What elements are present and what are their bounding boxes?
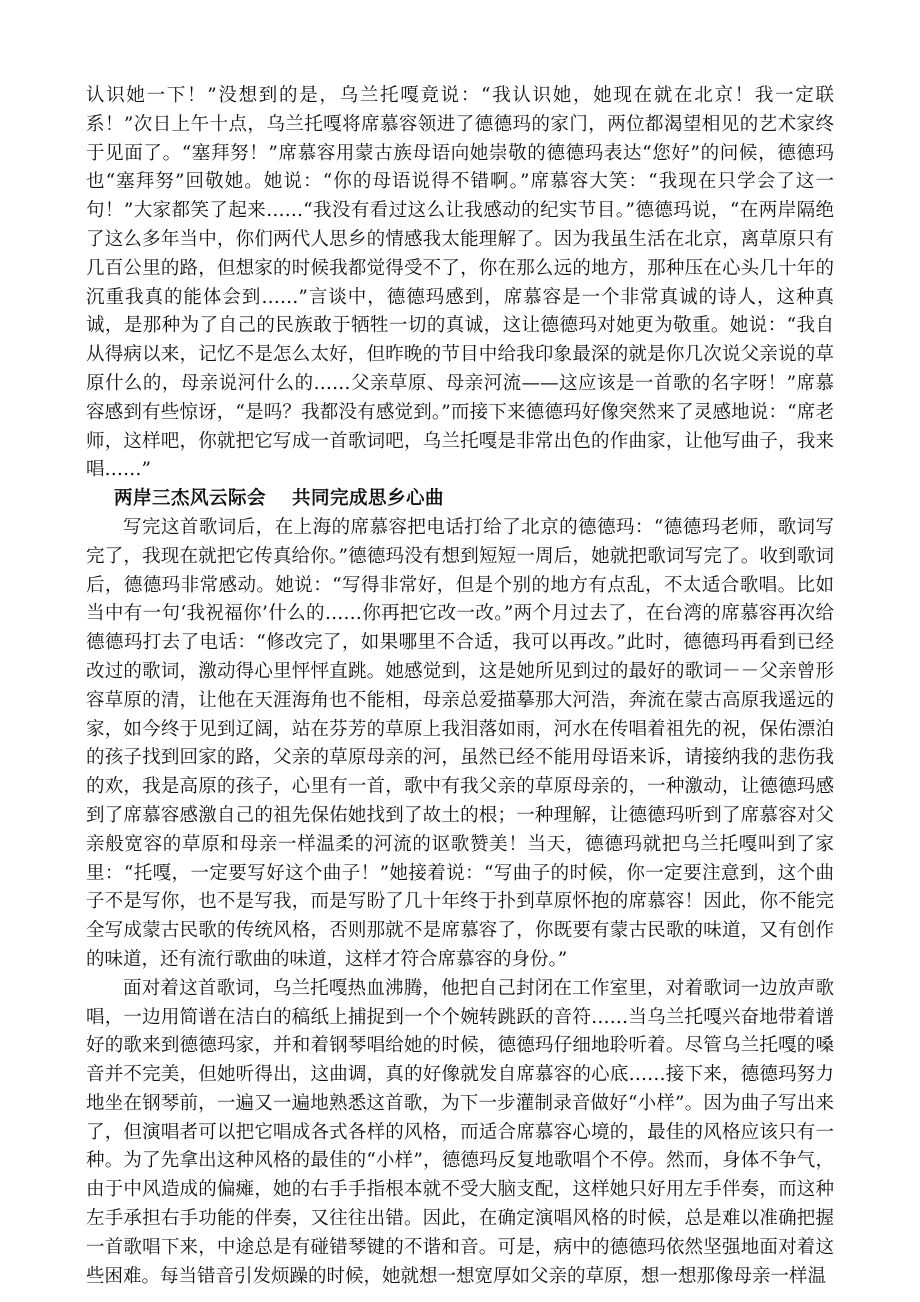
section-heading-part-2: 共同完成思乡心曲 bbox=[292, 488, 445, 510]
section-heading bbox=[86, 485, 834, 514]
section-heading-part-1: 两岸三杰风云际会 bbox=[114, 488, 267, 510]
body-paragraph-3: 面对着这首歌词，乌兰托嘎热血沸腾，他把自己封闭在工作室里，对着歌词一边放声歌唱，一边用简谱在洁白的稿纸上捕捉到一个个婉转跳跃的音符……当乌兰托嘎兴奋地带着谱好的歌来到德德玛家，并和着钢琴唱给她的时候，德德玛仔细地聆听着。尽管乌兰托嘎的嗓音并不完美，但她听得出，这曲调，真的好像就发自席慕容的心底……接下来，德德玛努力地坐在钢琴前，一遍又一遍地熟悉这首歌，为下一步灌制录音做好“小样”。因为曲子写出来了，但演唱者可以把它唱成各式各样的风格，而适合席慕容心境的，最佳的风格应该只有一种。为了先拿出这种风格的最佳的“小样”，德德玛反复地歌唱个不停。然而，身体不争气，由于中风造成的偏瘫，她的右手手指根本就不受大脑支配，这样她只好用左手伴奏，而这种左手承担右手功能的伴奏，又往往出错。因此，在确定演唱风格的时候，总是难以准确把握一首歌唱下来，中途总是有碰错琴键的不谐和音。可是，病中的德德玛依然坚强地面对着这些困难。每当错音引发烦躁的时候，她就想一想宽厚如父亲的草原，想一想那像母亲一样温 bbox=[86, 977, 834, 1287]
body-paragraph-2: 写完这首歌词后，在上海的席慕容把电话打给了北京的德德玛：“德德玛老师，歌词写完了，我现在就把它传真给你。”德德玛没有想到短短一周后，她就把歌词写完了。收到歌词后，德德玛非常感动。她说：“写得非常好，但是个别的地方有点乱，不太适合歌唱。比如当中有一句‘我祝福你’什么的……你再把它改一改。”两个月过去了，在台湾的席慕容再次给德德玛打去了电话：“修改完了，如果哪里不合适，我可以再改。”此时，德德玛再看到已经改过的歌词，激动得心里怦怦直跳。她感觉到，这是她所见到过的最好的歌词－－父亲曾形容草原的清，让他在天涯海角也不能相，母亲总爱描摹那大河浩，奔流在蒙古高原我遥远的家，如今终于见到辽阔，站在芬芳的草原上我泪落如雨，河水在传唱着祖先的祝，保佑漂泊的孩子找到回家的路，父亲的草原母亲的河，虽然已经不能用母语来诉，请接纳我的悲伤我的欢，我是高原的孩子，心里有一首，歌中有我父亲的草原母亲的，一种激动，让德德玛感到了席慕容感激自己的祖先保佑她找到了故土的根；一种理解，让德德玛听到了席慕容对父亲般宽容的草原和母亲一样温柔的河流的讴歌赞美！当天，德德玛就把乌兰托嘎叫到了家里：“托嘎，一定要写好这个曲子！”她接着说：“写曲子的时候，你一定要注意到，这个曲子不是写你，也不是写我，而是写盼了几十年终于扑到草原怀抱的席慕容！因此，你不能完全写成蒙古民歌的传统风格，否则那就不是席慕容了，你既要有蒙古民歌的味道，又有创作的味道，还有流行歌曲的味道，这样才符合席慕容的身份。” bbox=[86, 516, 834, 970]
body-paragraph-1: 认识她一下！”没想到的是，乌兰托嘎竟说：“我认识她，她现在就在北京！我一定联系！”次日上午十点，乌兰托嘎将席慕容领进了德德玛的家门，两位都渴望相见的艺术家终于见面了。“塞拜努！”席慕容用蒙古族母语向她崇敬的德德玛表达“您好”的问候，德德玛也“塞拜努”回敬她。她说：“你的母语说得不错啊。”席慕容大笑：“我现在只学会了这一句！”大家都笑了起来……“我没有看过这么让我感动的纪实节目。”德德玛说，“在两岸隔绝了这么多年当中，你们两代人思乡的情感我太能理解了。因为我虽生活在北京，离草原只有几百公里的路，但想家的时候我都觉得受不了，你在那么远的地方，那种压在心头几十年的沉重我真的能体会到……”言谈中，德德玛感到，席慕容是一个非常真诚的诗人，这种真诚，是那种为了自己的民族敢于牺牲一切的真诚，这让德德玛对她更为敬重。她说：“我自从得病以来，记忆不是怎么太好，但昨晚的节目中给我印象最深的就是你几次说父亲说的草原什么的，母亲说河什么的……父亲草原、母亲河流——这应该是一首歌的名字呀！”席慕容感到有些惊讶，“是吗？我都没有感觉到。”而接下来德德玛好像突然来了灵感地说：“席老师，这样吧，你就把它写成一首歌词吧，乌兰托嘎是非常出色的作曲家，让他写曲子，我来唱……” bbox=[86, 85, 834, 481]
